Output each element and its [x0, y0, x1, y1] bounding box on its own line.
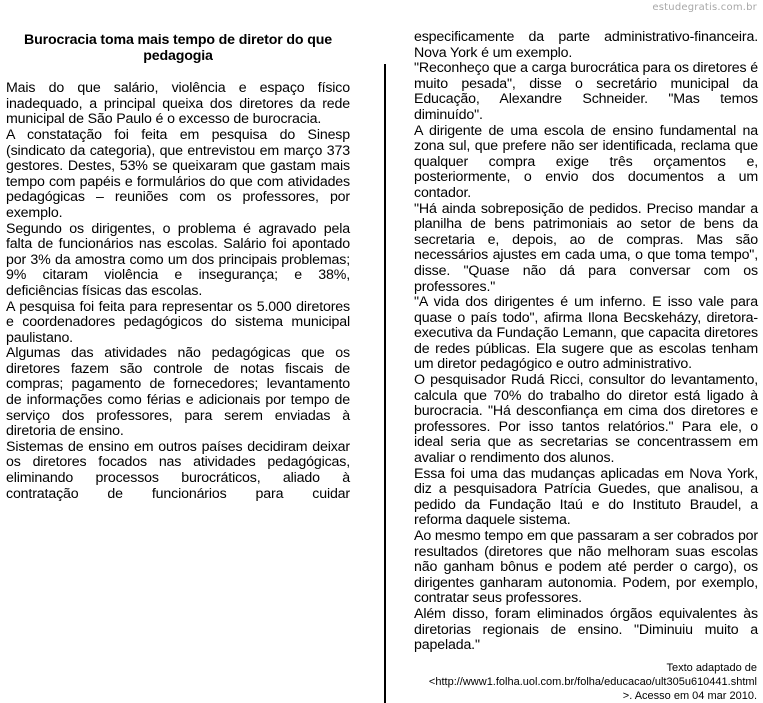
paragraph: A pesquisa foi feita para representar os 5.000 diretores e coordenadores pedagógicos do sistema municipal paulistano.: [6, 298, 350, 346]
site-watermark: estudegratis.com.br: [652, 2, 757, 13]
paragraph: especificamente da parte administrativo-financeira. Nova York é um exemplo.: [414, 29, 758, 61]
paragraph: Mais do que salário, violência e espaço físico inadequado, a principal queixa dos diretores da rede municipal de São Paulo é o excesso de burocracia.: [6, 80, 350, 128]
column-divider: [384, 64, 386, 703]
left-column: [6, 33, 350, 502]
source-line: Texto adaptado de: [666, 662, 757, 674]
paragraph: A constatação foi feita em pesquisa do Sinesp (sindicato da categoria), que entrevistou em março 373 gestores. Destes, 53% se queixaram que gastam mais tempo com papéis e formulários do que com atividades pedagógicas – reuniões com os professores, por exemplo.: [6, 126, 350, 221]
source-access-date: >. Acesso em 04 mar 2010.: [622, 690, 757, 702]
paragraph: A dirigente de uma escola de ensino fundamental na zona sul, que prefere não ser identificada, reclama que qualquer compra exige três orçamentos e, posteriormente, o envio dos documentos a um contador.: [414, 122, 758, 201]
source-citation: [429, 661, 757, 703]
paragraph: Ao mesmo tempo em que passaram a ser cobrados por resultados (diretores que não melhoram suas escolas não ganham bônus e podem até perder o cargo), os dirigentes ganharam autonomia. Podem, por exemplo, contratar seus professores.: [414, 528, 758, 607]
paragraph: Segundo os dirigentes, o problema é agravado pela falta de funcionários nas escolas. Salário foi apontado por 3% da amostra como um dos principais problemas; 9% citaram violência e insegurança; e 38%, deficiências físicas das escolas.: [6, 220, 350, 299]
paragraph: "A vida dos dirigentes é um inferno. E isso vale para quase o país todo", afirma Ilona Becskeházy, diretora-executiva da Fundação Lemann, que capacita diretores de redes públicas. Ela sugere que as escolas tenham um diretor pedagógico e outro administrativo.: [414, 294, 758, 373]
article-title: Burocracia toma mais tempo de diretor do que pedagogia: [24, 32, 332, 64]
paragraph: Sistemas de ensino em outros países decidiram deixar os diretores focados nas atividades pedagógicas, eliminando processos burocráticos, aliado à contratação de funcionários para cuidar: [6, 438, 350, 502]
paragraph: "Reconheço que a carga burocrática para os diretores é muito pesada", disse o secretário municipal da Educação, Alexandre Schneider. "Mas temos diminuído".: [414, 60, 758, 123]
source-url: <http://www1.folha.uol.com.br/folha/educacao/ult305u610441.shtml: [428, 676, 757, 688]
paragraph: Algumas das atividades não pedagógicas que os diretores fazem são controle de notas fiscais de compras; pagamento de fornecedores; levantamento de informações como férias e adicionais por tempo de serviço dos professores, para serem enviadas à diretoria de ensino.: [6, 345, 350, 440]
paragraph: O pesquisador Rudá Ricci, consultor do levantamento, calcula que 70% do trabalho do diretor está ligado à burocracia. "Há desconfiança em cima dos diretores e professores. Por isso tantos relatórios." Para ele, o ideal seria que as secretarias se concentrassem em avaliar o rendimento dos alunos.: [414, 372, 758, 467]
right-column: [414, 30, 758, 654]
paragraph: Essa foi uma das mudanças aplicadas em Nova York, diz a pesquisadora Patrícia Guedes, que analisou, a pedido da Fundação Itaú e do Instituto Braudel, a reforma daquele sistema.: [414, 465, 758, 529]
paragraph: "Há ainda sobreposição de pedidos. Preciso mandar a planilha de bens patrimoniais ao setor de bens da secretaria e, depois, ao de compras. Mas são necessários ajustes em cada uma, o que toma tempo", disse. "Quase não dá para conversar com os professores.": [414, 200, 758, 295]
paragraph: Além disso, foram eliminados órgãos equivalentes às diretorias regionais de ensino. "Diminuiu muito a papelada.": [414, 605, 758, 654]
